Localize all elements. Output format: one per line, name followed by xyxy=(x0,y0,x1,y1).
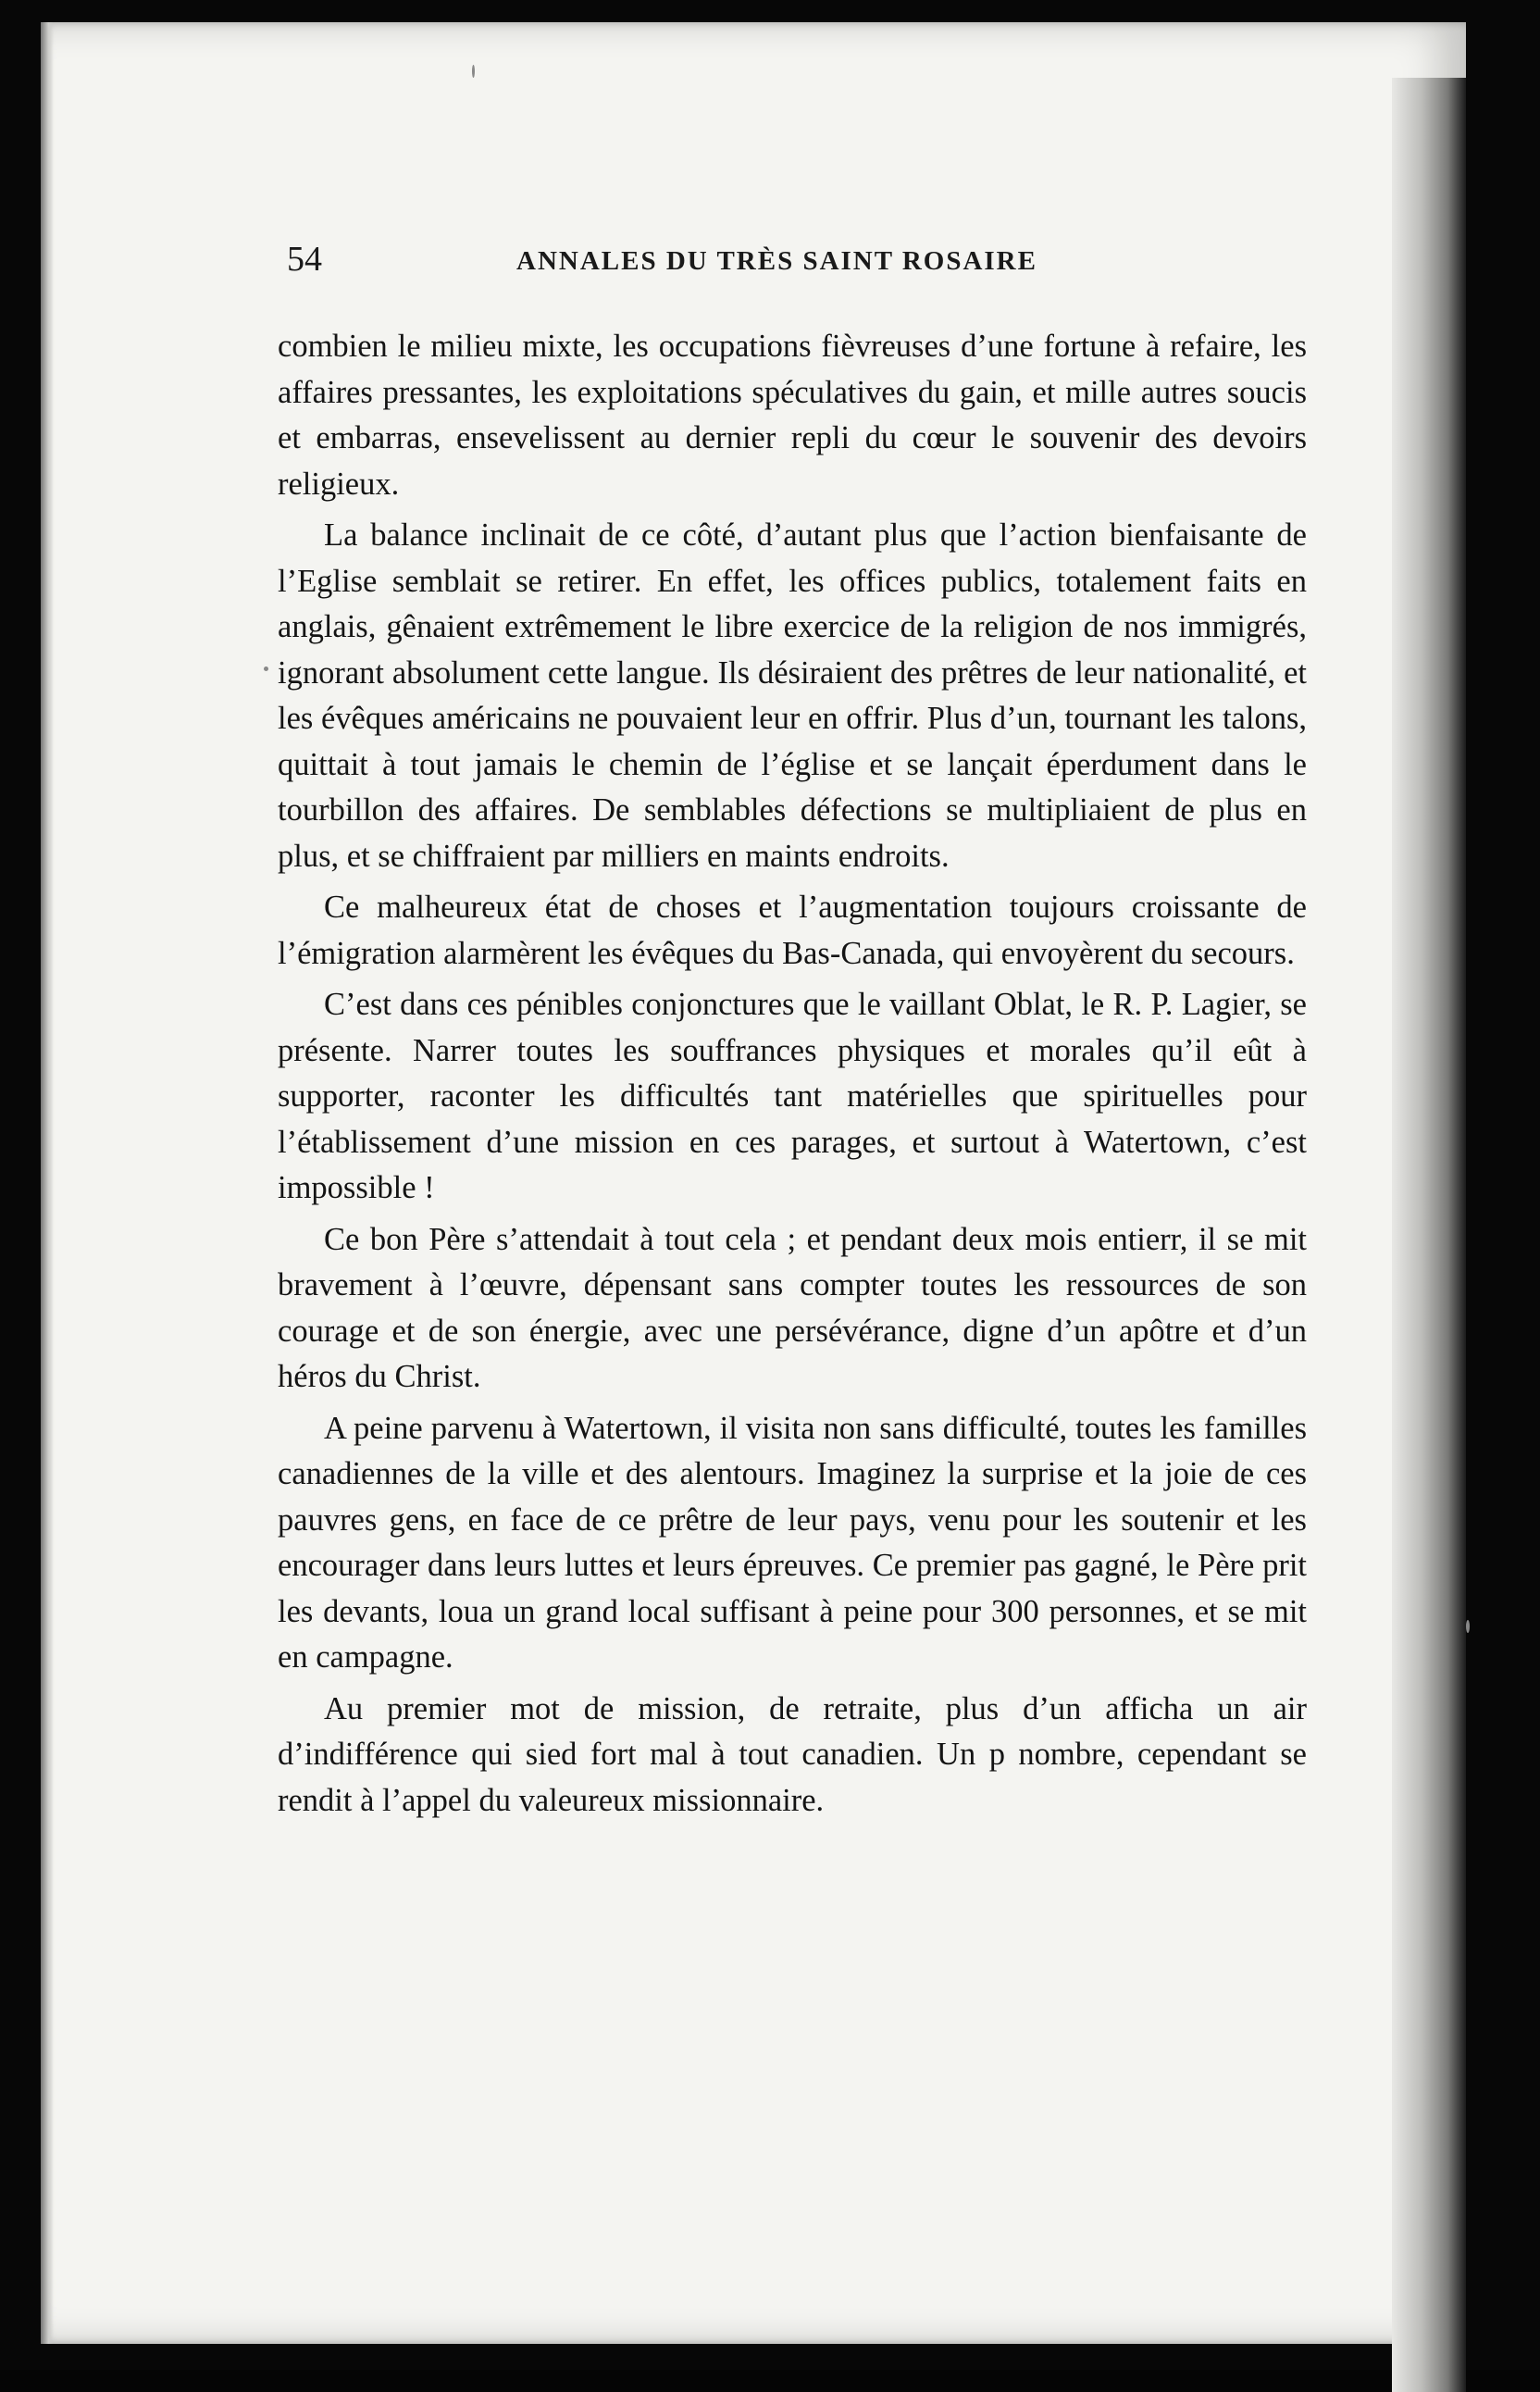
scan-speck xyxy=(1466,1620,1470,1633)
paragraph: Ce malheureux état de choses et l’augmentation toujours croissante de l’émigration alarmèrent les évêques du Bas-Canada, qui envoyèrent du secours. xyxy=(278,890,1307,971)
paragraph: Ce bon Père s’attendait à tout cela ; et pendant deux mois entierr, il se mit bravement à l’œuvre, dépensant sans compter toutes les ressources de son courage et de son énergie, avec une persévérance, digne d’un apôtre et d’un héros du Christ. xyxy=(278,1221,1307,1394)
page-number: 54 xyxy=(287,240,322,279)
paragraph: A peine parvenu à Watertown, il visita non sans difficulté, toutes les familles canadiennes de la ville et des alentours. Imaginez la surprise et la joie de ces pauvres gens, en face de ce prêtre de leur pays, venu pour les soutenir et les encourager dans leurs luttes et leurs épreuves. Ce premier pas gagné, le Père prit les devants, loua un grand local suffisant à peine pour 300 personnes, et se mit en campagne. xyxy=(278,1410,1307,1675)
paragraph: C’est dans ces pénibles conjonctures que le vaillant Oblat, le R. P. Lagier, se présente. Narrer toutes les souffrances physiques et morales qu’il eût à supporter, raconter les difficultés tant matérielles que spirituelles pour l’établissement d’une mission en ces parages, et surtout à Watertown, c’est impossible ! xyxy=(278,987,1307,1205)
scan-speck xyxy=(472,65,475,78)
paragraph: La balance inclinait de ce côté, d’autant plus que l’action bienfaisante de l’Eglise semblait se retirer. En effet, les offices publics, totalement faits en anglais, gênaient extrêmement le libre exercice de la religion de nos immigrés, ignorant absolument cette langue. Ils désiraient des prêtres de leur nationalité, et les évêques américains ne pouvaient leur en offrir. Plus d’un, tournant les talons, quittait à tout jamais le chemin de l’église et se lançait éperdument dans le tourbillon des affaires. De semblables défections se multipliaient de plus en plus, et se chiffraient par milliers en maints endroits. xyxy=(278,517,1307,874)
body-text xyxy=(278,324,1307,1829)
paragraph: Au premier mot de mission, de retraite, plus d’un afficha un air d’indifférence qui sied fort mal à tout canadien. Un p nombre, cependant se rendit à l’appel du valeureux missionnaire. xyxy=(278,1690,1307,1818)
paragraph: combien le milieu mixte, les occupations fièvreuses d’une fortune à refaire, les affaires pressantes, les exploitations spéculatives du gain, et mille autres soucis et embarras, ensevelissent au dernier repli du cœur le souvenir des devoirs religieux. xyxy=(278,329,1307,502)
page-header xyxy=(287,239,1314,294)
running-head: ANNALES DU TRÈS SAINT ROSAIRE xyxy=(516,246,1037,276)
scan-speck xyxy=(264,667,268,671)
page-edge-shadow xyxy=(1392,78,1466,2392)
